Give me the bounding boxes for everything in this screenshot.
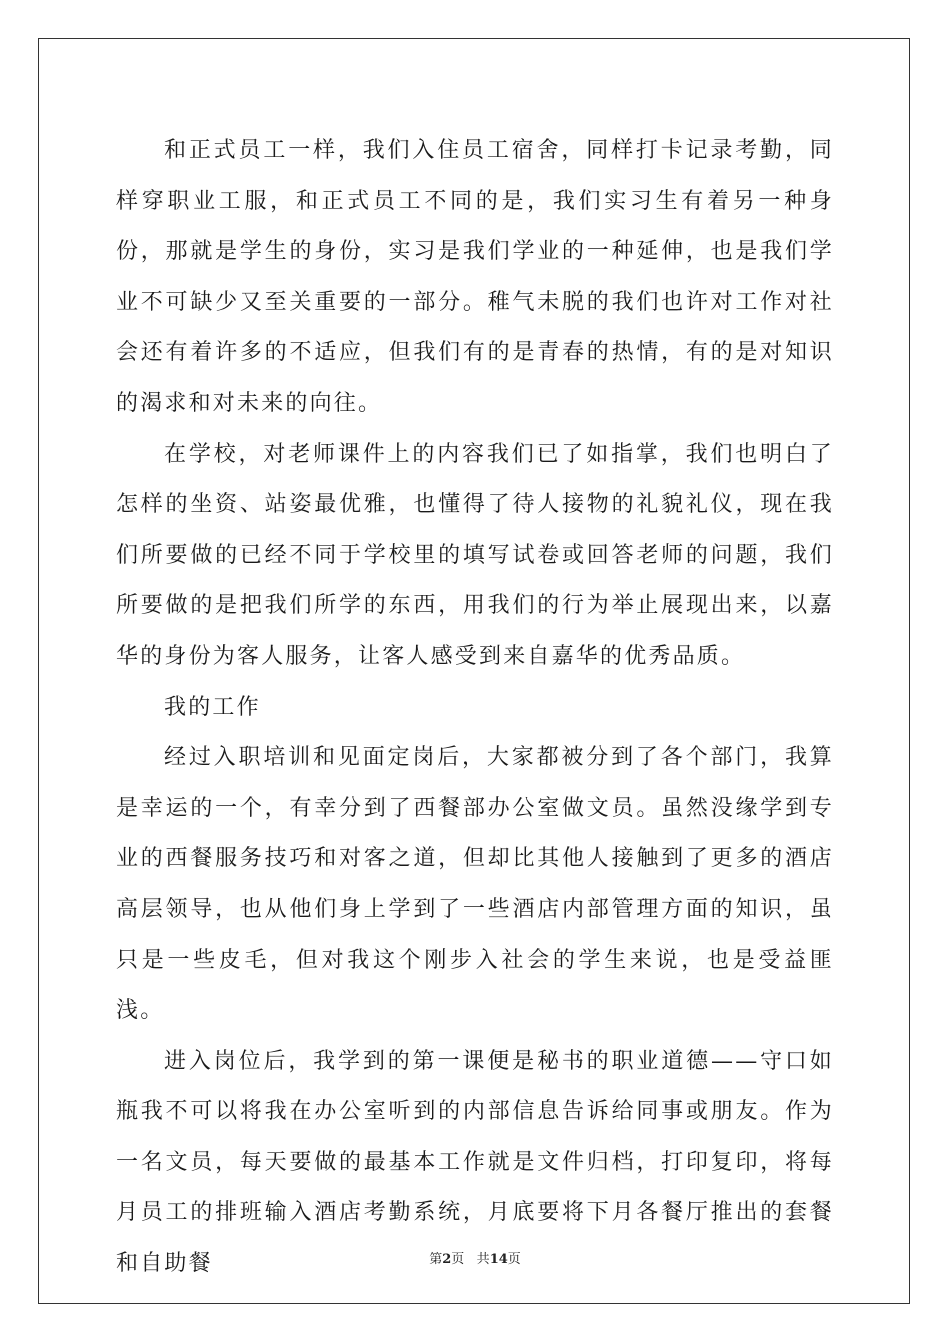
section-heading-my-work: 我的工作 (164, 694, 261, 720)
footer-gap (464, 1252, 476, 1267)
paragraph-uniform-and-identity: 和正式员工一样，我们入住员工宿舍，同样打卡记录考勤，同样穿职业工服，和正式员工不同的是，我们实习生有着另一种身份，那就是学生的身份，实习是我们学业的一种延伸，也是我们学业不可缺少又至关重要的一部分。稚气未脱的我们也许对工作对社会还有着许多的不适应，但我们有的是青春的热情，有的是对知识的渴求和对未来的向往。 (116, 138, 834, 416)
page-footer (0, 1248, 950, 1267)
paragraph-job-assignment: 经过入职培训和见面定岗后，大家都被分到了各个部门，我算是幸运的一个，有幸分到了西餐部办公室做文员。虽然没缘学到专业的西餐服务技巧和对客之道，但却比其他人接触到了更多的酒店高层领导，也从他们身上学到了一些酒店内部管理方面的知识，虽只是一些皮毛，但对我这个刚步入社会的学生来说，也是受益匪浅。 (116, 745, 834, 1024)
page-prefix: 第 (429, 1252, 443, 1267)
total-suffix: 页 (507, 1252, 521, 1267)
document-body (116, 126, 834, 1290)
page-suffix: 页 (451, 1252, 465, 1267)
page-number: 2 (442, 1252, 452, 1267)
paragraph-school-knowledge: 在学校，对老师课件上的内容我们已了如指掌，我们也明白了怎样的坐资、站姿最优雅，也懂得了待人接物的礼貌礼仪，现在我们所要做的已经不同于学校里的填写试卷或回答老师的问题，我们所要做的是把我们所学的东西，用我们的行为举止展现出来，以嘉华的身份为客人服务，让客人感受到来自嘉华的优秀品质。 (116, 441, 834, 669)
total-pages: 14 (489, 1252, 508, 1267)
total-prefix: 共 (476, 1252, 490, 1267)
paragraph-professional-ethics: 进入岗位后，我学到的第一课便是秘书的职业道德——守口如瓶我不可以将我在办公室听到的内部信息告诉给同事或朋友。作为一名文员，每天要做的最基本工作就是文件归档，打印复印，将每月员工的排班输入酒店考勤系统，月底要将下月各餐厅推出的套餐和自助餐 (116, 1048, 834, 1277)
